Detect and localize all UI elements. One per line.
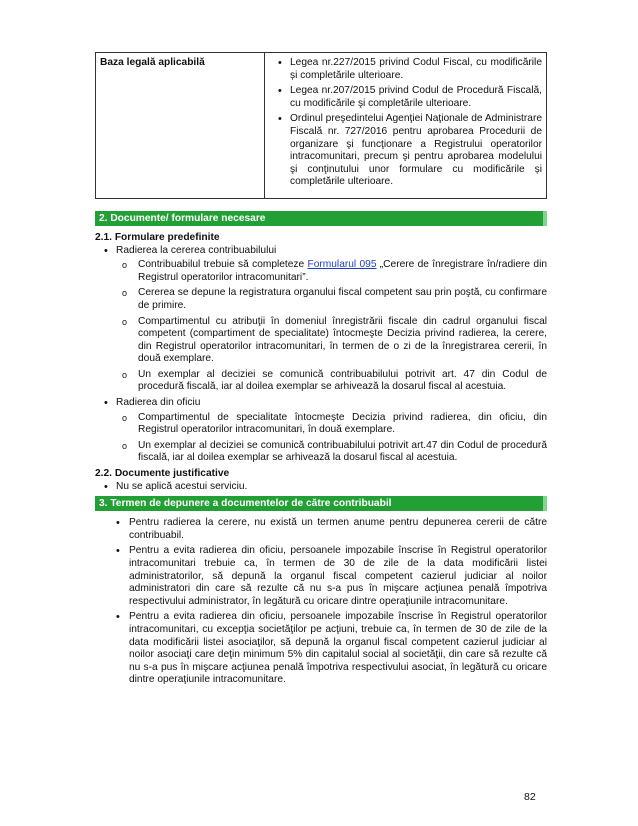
legal-basis-label: Baza legală aplicabilă (96, 53, 265, 199)
legal-item: • Ordinul preşedintelui Agenţiei Naţionale de Administrare Fiscală nr. 727/2016 pentru aprobarea Procedurii de organizare şi funcţionare a Registrului operatorilor intracomunitari, precum şi pentru aprobarea modelului şi conţinutului unor formulare cu modificările și completările ulterioare. (269, 113, 542, 189)
form-095-link[interactable]: Formularul 095 (307, 259, 377, 271)
bullet-request-radiation: Radierea la cererea contribuabilului (116, 244, 277, 256)
list-item (116, 259, 547, 284)
list-item: • Pentru a evita radierea din oficiu, persoanele impozabile înscrise în Registrul operatorilor intracomunitari, cu excepţia societăţilor pe acţiuni, trebuie ca, în termen de 30 de zile de la data modificării listei asociaţilor, să depună la organul fiscal competent cazierul judiciar al noilor asociaţi care deţin minimum 5% din capitalul social al societăţii, din care să rezulte că nu s-a pus în mişcare acţiunea penală împotriva respectivului asociat, în legătură cu oricare dintre operaţiunile intracomunitare. (95, 611, 547, 687)
forms-list (95, 245, 547, 466)
legal-item: • Legea nr.227/2015 privind Codul Fiscal, cu modificările și completările ulterioare. (269, 57, 542, 82)
legal-item: • Legea nr.207/2015 privind Codul de Procedură Fiscală, cu modificările şi completările ulterioare. (269, 85, 542, 110)
subsection-2-2-title: 2.2. Documente justificative (95, 468, 230, 480)
document-page (95, 52, 547, 690)
justifying-docs-list (95, 481, 547, 494)
list-item: • Pentru radierea la cerere, nu există un termen anume pentru depunerea cererii de către contribuabil. (95, 517, 547, 542)
step-text: „Cerere de înregistrare în/radiere din Registrul operatorilor intracomunitari”. (138, 259, 547, 283)
list-item: o Un exemplar al deciziei se comunică contribuabilului potrivit art.47 din Codul de procedură fiscală, iar al doilea exemplar se arhivează la dosarul fiscal al acestuia. (116, 440, 547, 465)
ex-officio-steps-list (116, 412, 547, 465)
subsection-2-1-title: 2.1. Formulare predefinite (95, 231, 220, 243)
step-text: Contribuabilul trebuie să completeze (138, 259, 308, 271)
request-steps-list (116, 259, 547, 394)
list-item: o Compartimentul de specialitate întocmeşte Decizia privind radierea, din oficiu, din Registrul operatorilor intracomunitari, în două exemplare. (116, 412, 547, 437)
legal-basis-table (95, 52, 547, 199)
page-number: 82 (524, 791, 536, 803)
section-2-header: 2. Documente/ formulare necesare (95, 211, 547, 226)
list-item: • Nu se aplică acestui serviciu. (95, 481, 547, 494)
list-item: o Un exemplar al deciziei se comunică contribuabilului potrivit art. 47 din Codul de procedură fiscală, iar al doilea exemplar se arhivează la dosarul fiscal al acestuia. (116, 369, 547, 394)
deadline-list (95, 517, 547, 687)
legal-basis-content (265, 53, 547, 199)
list-item (95, 245, 547, 395)
bullet-ex-officio-radiation: Radierea din oficiu (116, 397, 201, 409)
list-item: • Pentru a evita radierea din oficiu, persoanele impozabile înscrise în Registrul operatorilor intracomunitari trebuie ca, în termen de 30 de zile de la data modificării listei administratorilor, să depună la organul fiscal competent cazierul judiciar al noilor administratori din care să rezulte că nu s-a pus în mişcare acţiunea penală împotriva respectivului administrator, în legătură cu oricare dintre operaţiunile intracomunitare. (95, 545, 547, 608)
list-item: o Compartimentul cu atribuţii în domeniul înregistrării fiscale din cadrul organului fiscal competent (compartiment de specialitate) întocmeşte Decizia privind radierea, la cerere, din Registrul operatorilor intracomunitari, în termen de o zi de la înregistrarea cererii, în două exemplare. (116, 316, 547, 366)
section-3-header: 3. Termen de depunere a documentelor de către contribuabil (95, 496, 547, 511)
list-item: o Cererea se depune la registratura organului fiscal competent sau prin poştă, cu confirmare de primire. (116, 287, 547, 312)
list-item (95, 397, 547, 465)
